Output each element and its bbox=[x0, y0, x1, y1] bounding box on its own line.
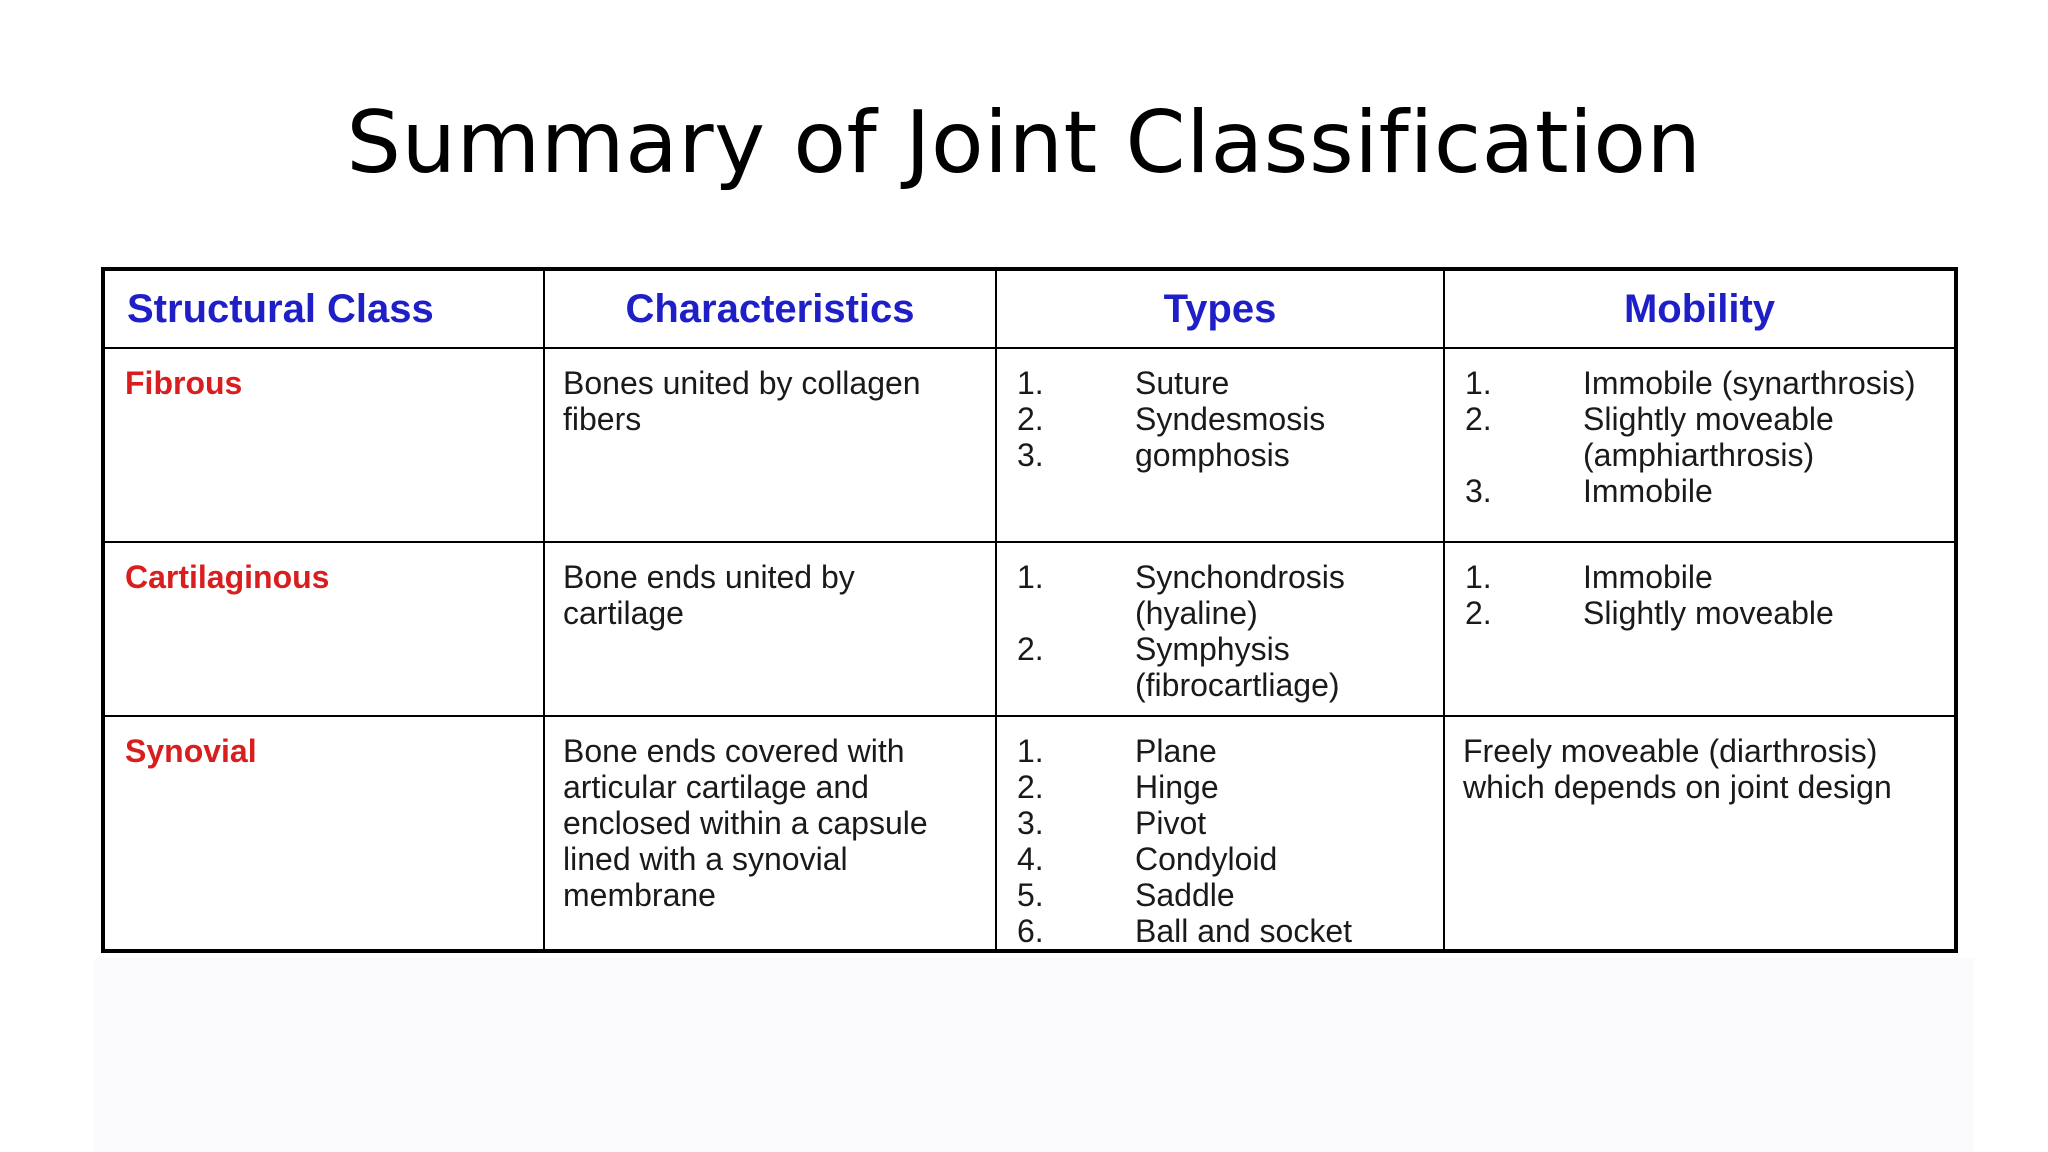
list-item bbox=[1017, 733, 1433, 769]
item-text: Condyloid bbox=[1135, 841, 1278, 877]
cell-class bbox=[103, 542, 544, 716]
list-item bbox=[1017, 913, 1433, 949]
cell-characteristics bbox=[544, 348, 996, 542]
list-item bbox=[1465, 401, 1944, 473]
item-text: Symphysis (fibrocartliage) bbox=[1135, 631, 1340, 703]
cell-mobility bbox=[1444, 348, 1956, 542]
class-name-synovial: Synovial bbox=[125, 733, 257, 769]
slide-bottom-shade bbox=[94, 958, 1974, 1152]
header-characteristics: Characteristics bbox=[544, 269, 996, 348]
item-number: 2. bbox=[1017, 401, 1044, 437]
item-number: 2. bbox=[1465, 401, 1492, 437]
item-text: Synchondrosis (hyaline) bbox=[1135, 559, 1345, 631]
characteristics-fibrous: Bones united by collagen fibers bbox=[563, 365, 921, 437]
item-number: 3. bbox=[1017, 805, 1044, 841]
header-structural-class: Structural Class bbox=[103, 269, 544, 348]
item-text: Immobile bbox=[1583, 473, 1713, 509]
list-item bbox=[1465, 595, 1944, 631]
cell-characteristics bbox=[544, 542, 996, 716]
item-text: Ball and socket bbox=[1135, 913, 1353, 949]
characteristics-synovial: Bone ends covered with articular cartilage and enclosed within a capsule lined with a synovial membrane bbox=[563, 733, 928, 913]
list-item bbox=[1017, 365, 1433, 401]
item-text: Saddle bbox=[1135, 877, 1235, 913]
cell-types bbox=[996, 542, 1444, 716]
item-number: 1. bbox=[1465, 559, 1492, 595]
cell-class bbox=[103, 716, 544, 951]
cell-types bbox=[996, 348, 1444, 542]
item-text: Hinge bbox=[1135, 769, 1219, 805]
table-header-row bbox=[103, 269, 1956, 348]
item-text: Slightly moveable (amphiarthrosis) bbox=[1583, 401, 1834, 473]
item-number: 6. bbox=[1017, 913, 1044, 949]
slide-title: Summary of Joint Classification bbox=[346, 93, 1702, 193]
item-number: 2. bbox=[1465, 595, 1492, 631]
mobility-list-fibrous bbox=[1445, 349, 1954, 509]
table-row-cartilaginous bbox=[103, 542, 1956, 716]
types-list-cartilaginous bbox=[997, 543, 1443, 703]
list-item bbox=[1017, 805, 1433, 841]
item-text: Immobile (synarthrosis) bbox=[1583, 365, 1916, 401]
cell-mobility bbox=[1444, 716, 1956, 951]
cell-types bbox=[996, 716, 1444, 951]
item-number: 4. bbox=[1017, 841, 1044, 877]
list-item bbox=[1017, 631, 1433, 703]
item-text: Slightly moveable bbox=[1583, 595, 1834, 631]
types-list-synovial bbox=[997, 717, 1443, 949]
item-number: 5. bbox=[1017, 877, 1044, 913]
mobility-list-cartilaginous bbox=[1445, 543, 1954, 631]
list-item bbox=[1017, 559, 1433, 631]
item-text: Suture bbox=[1135, 365, 1230, 401]
item-text: Pivot bbox=[1135, 805, 1207, 841]
cell-class bbox=[103, 348, 544, 542]
types-list-fibrous bbox=[997, 349, 1443, 473]
item-text: Plane bbox=[1135, 733, 1217, 769]
list-item bbox=[1017, 401, 1433, 437]
list-item bbox=[1017, 769, 1433, 805]
item-number: 1. bbox=[1017, 365, 1044, 401]
header-types: Types bbox=[996, 269, 1444, 348]
joint-classification-table bbox=[101, 267, 1958, 953]
list-item bbox=[1465, 559, 1944, 595]
list-item bbox=[1017, 437, 1433, 473]
list-item bbox=[1017, 841, 1433, 877]
item-number: 1. bbox=[1017, 559, 1044, 595]
list-item bbox=[1017, 877, 1433, 913]
table-row-synovial bbox=[103, 716, 1956, 951]
item-number: 2. bbox=[1017, 769, 1044, 805]
list-item bbox=[1465, 473, 1944, 509]
item-number: 1. bbox=[1465, 365, 1492, 401]
header-mobility: Mobility bbox=[1444, 269, 1956, 348]
list-item bbox=[1465, 365, 1944, 401]
item-number: 3. bbox=[1465, 473, 1492, 509]
characteristics-cartilaginous: Bone ends united by cartilage bbox=[563, 559, 855, 631]
cell-characteristics bbox=[544, 716, 996, 951]
class-name-fibrous: Fibrous bbox=[125, 365, 243, 401]
item-text: Immobile bbox=[1583, 559, 1713, 595]
mobility-synovial: Freely moveable (diarthrosis) which depends on joint design bbox=[1463, 733, 1892, 805]
class-name-cartilaginous: Cartilaginous bbox=[125, 559, 330, 595]
item-number: 2. bbox=[1017, 631, 1044, 667]
table-row-fibrous bbox=[103, 348, 1956, 542]
item-number: 1. bbox=[1017, 733, 1044, 769]
item-number: 3. bbox=[1017, 437, 1044, 473]
item-text: gomphosis bbox=[1135, 437, 1290, 473]
cell-mobility bbox=[1444, 542, 1956, 716]
item-text: Syndesmosis bbox=[1135, 401, 1326, 437]
